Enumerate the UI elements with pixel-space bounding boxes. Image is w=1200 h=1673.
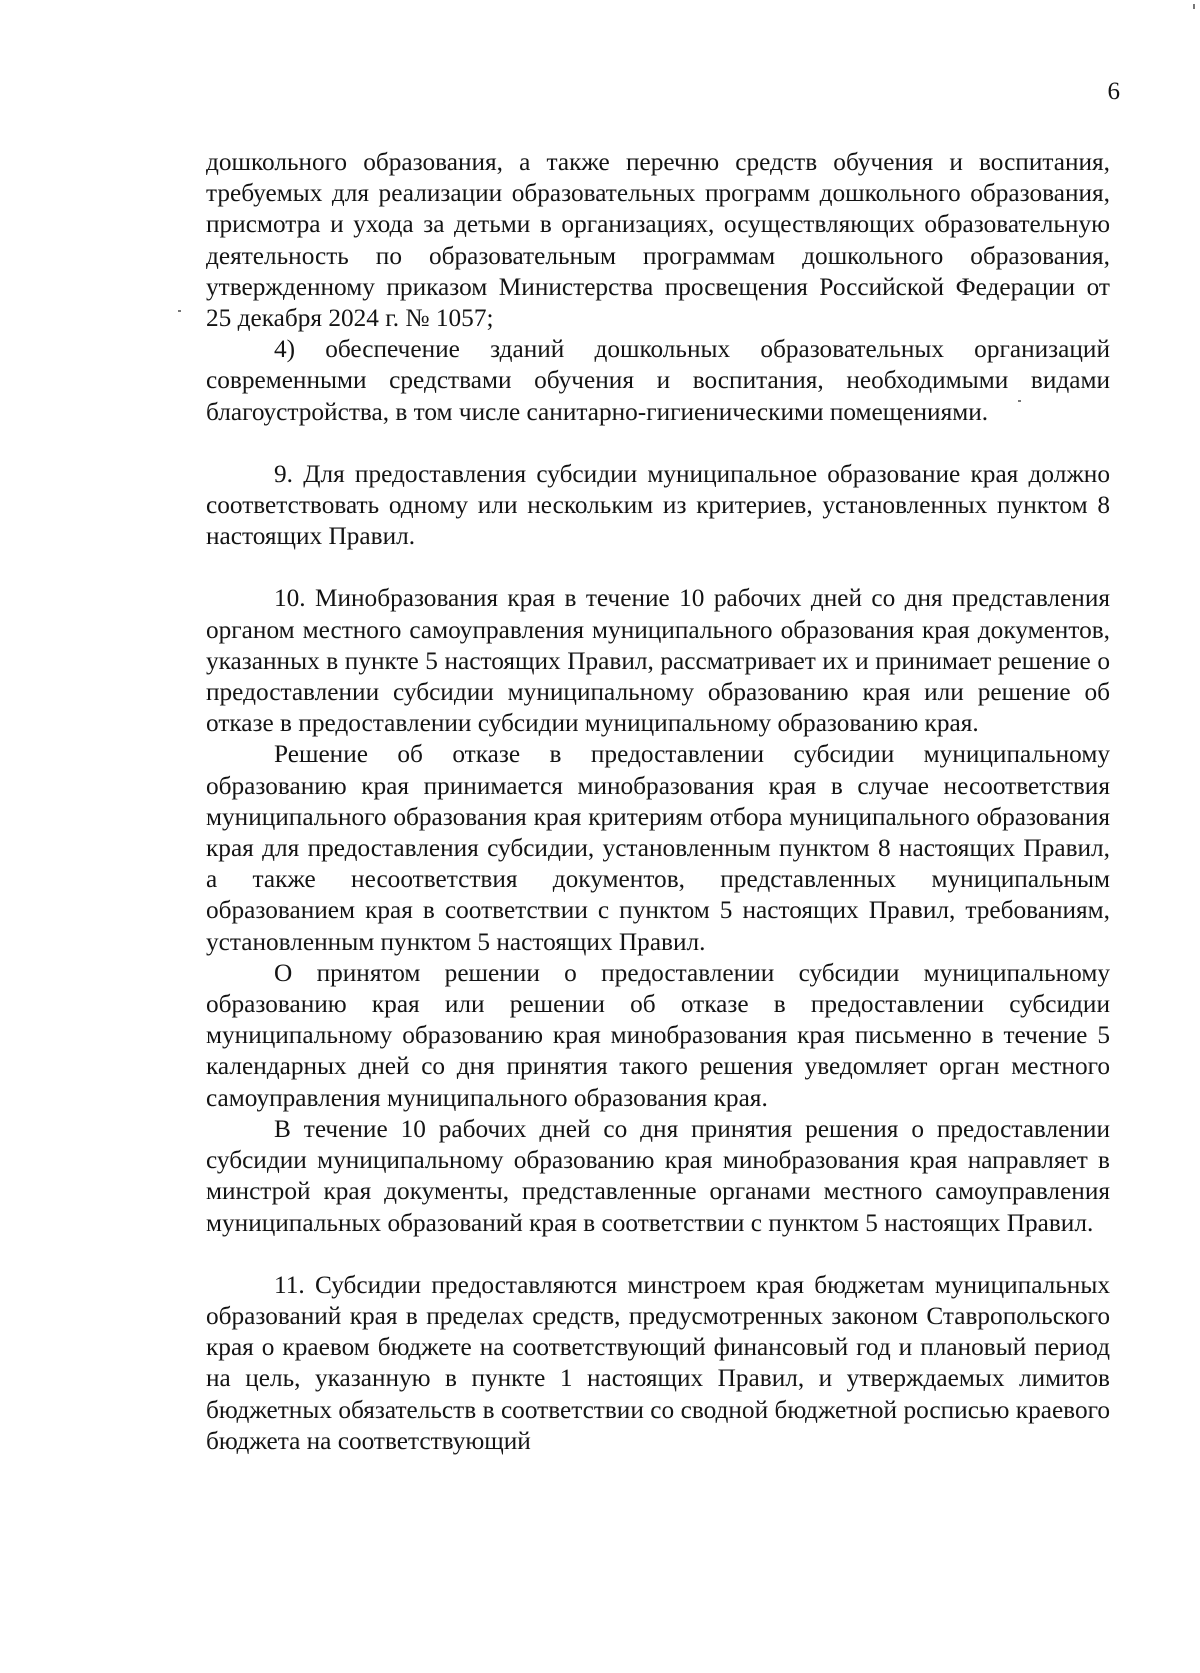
paragraph-section-10: 10. Минобразования края в течение 10 рабочих дней со дня представления органом местного самоуправления муниципального образования края документов, указанных в пункте 5 настоящих Правил, рассматривает их и принимает решение о предоставлении субсидии муниципальному образованию края или решение об отказе в предоставлении субсидии муниципальному образованию края. <box>206 584 1110 738</box>
paragraph-documents-transfer: В течение 10 рабочих дней со дня принятия решения о предоставлении субсидии муниципальному образованию края минобразования края направляет в минстрой края документы, представленные органами местного самоуправления муниципальных образований края в соответствии с пунктом 5 настоящих Правил. <box>206 1114 1110 1237</box>
paragraph-gap <box>206 552 1110 583</box>
paragraph-gap <box>206 428 1110 459</box>
paragraph-continuation: дошкольного образования, а также перечню средств обучения и воспитания, требуемых для реализации образовательных программ дошкольного образования, присмотра и ухода за детьми в организациях, осуществляющих образовательную деятельность по образовательным программам дошкольного образования, утвержденному приказом Министерства просвещения Российской Федерации от 25 декабря 2024 г. № 1057; <box>206 148 1110 333</box>
scan-speck <box>178 310 181 312</box>
page-number: 6 <box>1107 78 1120 105</box>
scan-speck <box>1193 4 1195 9</box>
document-body <box>206 147 1110 1457</box>
paragraph-refusal-decision: Решение об отказе в предоставлении субсидии муниципальному образованию края принимается минобразования края в случае несоответствия муниципального образования края критериям отбора муниципального образования края для предоставления субсидии, установленным пунктом 8 настоящих Правил, а также несоответствия документов, представленных муниципальным образованием края в соответствии с пунктом 5 настоящих Правил, требованиям, установленным пунктом 5 настоящих Правил. <box>206 740 1110 956</box>
paragraph-item-4: 4) обеспечение зданий дошкольных образовательных организаций современными средствами обучения и воспитания, необходимыми видами благоустройства, в том числе санитарно-гигиеническими помещениями. <box>206 335 1110 426</box>
paragraph-gap <box>206 1239 1110 1270</box>
paragraph-section-9: 9. Для предоставления субсидии муниципальное образование края должно соответствовать одному или нескольким из критериев, установленных пунктом 8 настоящих Правил. <box>206 459 1110 551</box>
scan-speck <box>1018 400 1021 402</box>
paragraph-notification: О принятом решении о предоставлении субсидии муниципальному образованию края или решении об отказе в предоставлении субсидии муниципальному образованию края минобразования края письменно в течение 5 календарных дней со дня принятия такого решения уведомляет орган местного самоуправления муниципального образования края. <box>206 958 1110 1112</box>
paragraph-section-11: 11. Субсидии предоставляются минстроем края бюджетам муниципальных образований края в пределах средств, предусмотренных законом Ставропольского края о краевом бюджете на соответствующий финансовый год и плановый период на цель, указанную в пункте 1 настоящих Правил, и утверждаемых лимитов бюджетных обязательств в соответствии со сводной бюджетной росписью краевого бюджета на соответствующий <box>206 1270 1110 1455</box>
